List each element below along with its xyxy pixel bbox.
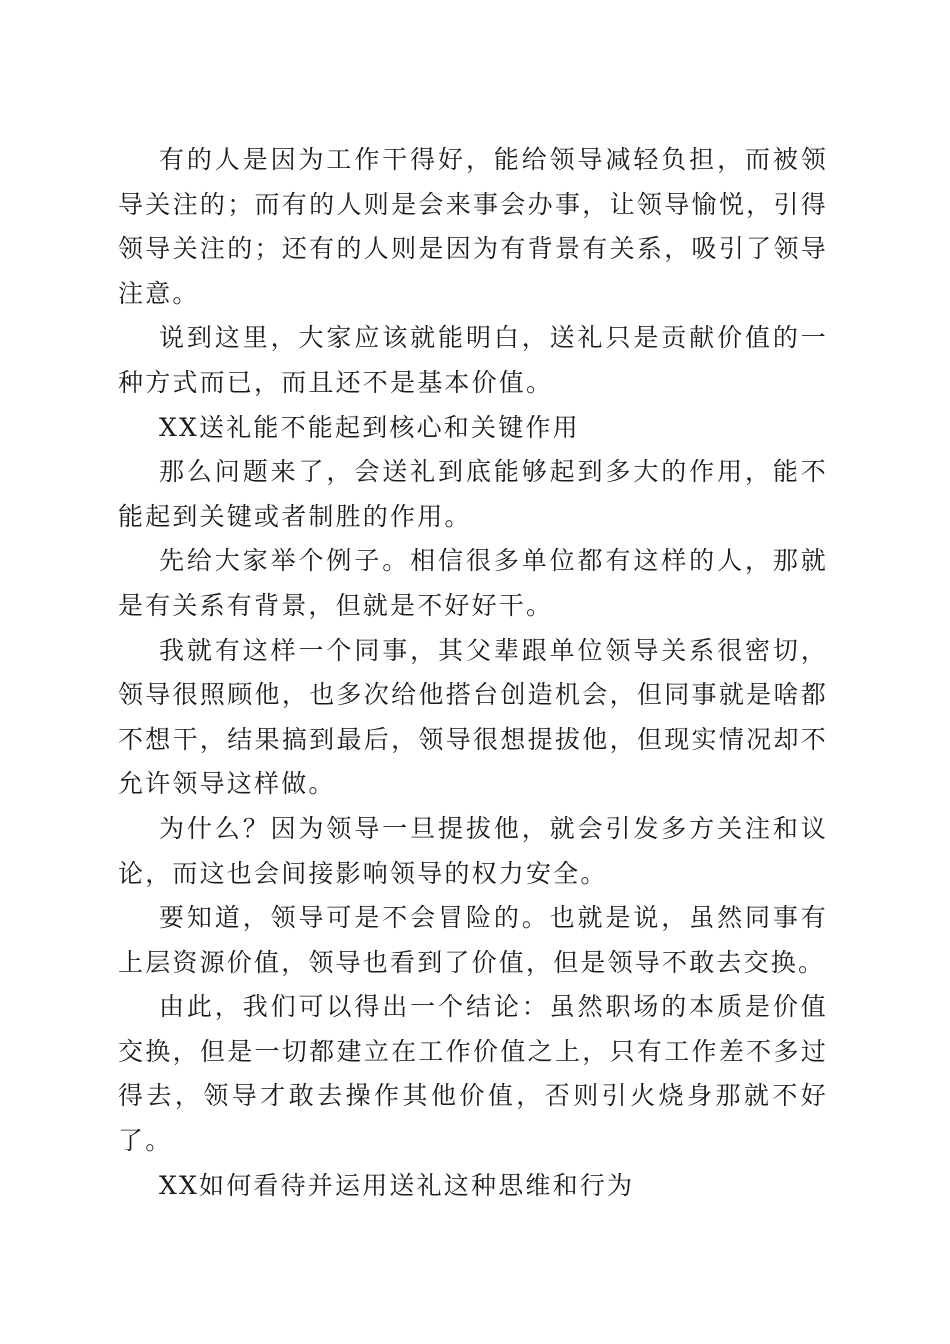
paragraph-4: 先给大家举个例子。相信很多单位都有这样的人，那就是有关系有背景，但就是不好好干。 — [118, 546, 828, 620]
paragraph-6: 为什么？因为领导一旦提拔他，就会引发多方关注和议论，而这也会间接影响领导的权力安全。 — [118, 813, 828, 888]
paragraph-2: 说到这里，大家应该就能明白，送礼只是贡献价值的一种方式而已，而且还不是基本价值。 — [118, 323, 828, 397]
section-heading-2: XX如何看待并运用送礼这种思维和行为 — [159, 1170, 635, 1200]
paragraph-7: 要知道，领导可是不会冒险的。也就是说，虽然同事有上层资源价值，领导也看到了价值，但是领导不敢去交换。 — [118, 903, 828, 977]
section-heading-1: XX送礼能不能起到核心和关键作用 — [159, 412, 580, 442]
paragraph-3: 那么问题来了，会送礼到底能够起到多大的作用，能不能起到关键或者制胜的作用。 — [118, 457, 828, 531]
document-body — [118, 138, 828, 1208]
paragraph-8: 由此，我们可以得出一个结论：虽然职场的本质是价值交换，但是一切都建立在工作价值之上，只有工作差不多过得去，领导才敢去操作其他价值，否则引火烧身那就不好了。 — [118, 992, 828, 1156]
paragraph-5: 我就有这样一个同事，其父辈跟单位领导关系很密切，领导很照顾他，也多次给他搭台创造机会，但同事就是啥都不想干，结果搞到最后，领导很想提拔他，但现实情况却不允许领导这样做。 — [118, 635, 828, 799]
paragraph-1: 有的人是因为工作干得好，能给领导减轻负担，而被领导关注的；而有的人则是会来事会办事，让领导愉悦，引得领导关注的；还有的人则是因为有背景有关系，吸引了领导注意。 — [118, 145, 828, 308]
